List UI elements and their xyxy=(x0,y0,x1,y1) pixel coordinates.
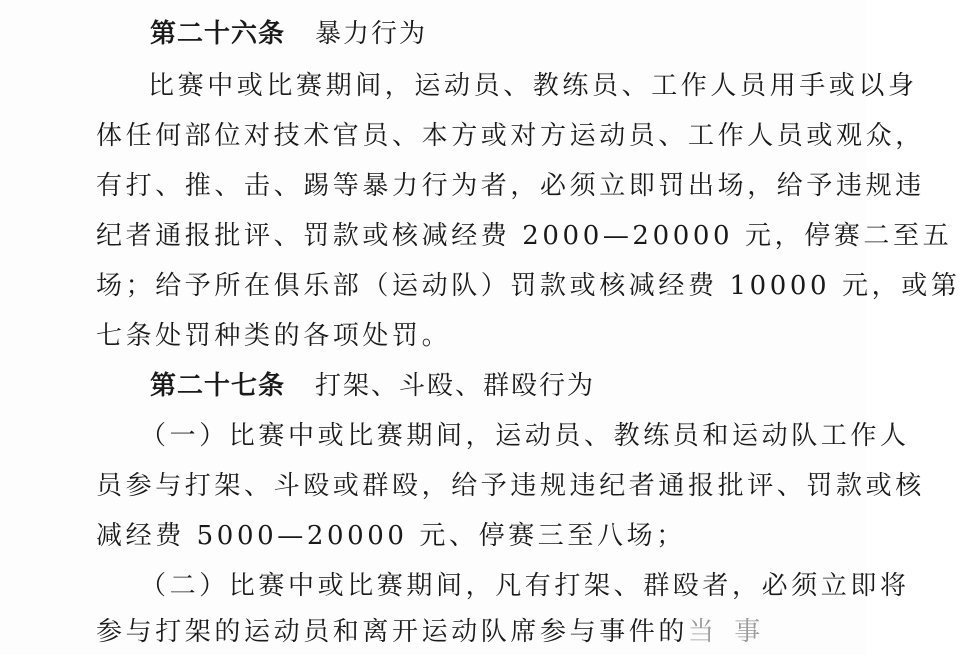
article-26-line-1: 比赛中或比赛期间，运动员、教练员、工作人员用手或以身 xyxy=(148,71,918,101)
article-27-heading xyxy=(150,366,595,406)
article-27-line-1: （一）比赛中或比赛期间，运动员、教练员和运动队工作人 xyxy=(140,421,910,451)
article-26-line-3: 有打、推、击、踢等暴力行为者，必须立即罚出场，给予违规违 xyxy=(96,171,925,201)
article-27-line-4: （二）比赛中或比赛期间，凡有打架、群殴者，必须立即将 xyxy=(140,571,910,601)
article-26-number: 第二十六条 xyxy=(150,19,286,49)
article-26-heading xyxy=(150,14,427,54)
article-26-line-5: 场；给予所在俱乐部（运动队）罚款或核减经费 10000 元，或第 xyxy=(96,271,960,301)
article-27-line-5-text: 参与打架的运动员和离开运动队席参与事件的 xyxy=(96,617,689,647)
article-26-title: 暴力行为 xyxy=(315,19,428,49)
article-27-line-2: 员参与打架、斗殴或群殴，给予违规违纪者通报批评、罚款或核 xyxy=(96,471,925,501)
article-27-line-5-faded: 当 事 xyxy=(688,617,767,647)
article-26-line-6: 七条处罚种类的各项处罚。 xyxy=(96,321,452,351)
article-27-line-5 xyxy=(96,612,766,652)
article-27-line-3: 减经费 5000—20000 元、停赛三至八场； xyxy=(96,521,686,551)
article-27-title: 打架、斗殴、群殴行为 xyxy=(315,371,596,401)
article-27-number: 第二十七条 xyxy=(150,371,286,401)
article-26-line-2: 体任何部位对技术官员、本方或对方运动员、工作人员或观众， xyxy=(96,121,925,151)
article-26-line-4: 纪者通报批评、罚款或核减经费 2000—20000 元，停赛二至五 xyxy=(96,221,953,251)
